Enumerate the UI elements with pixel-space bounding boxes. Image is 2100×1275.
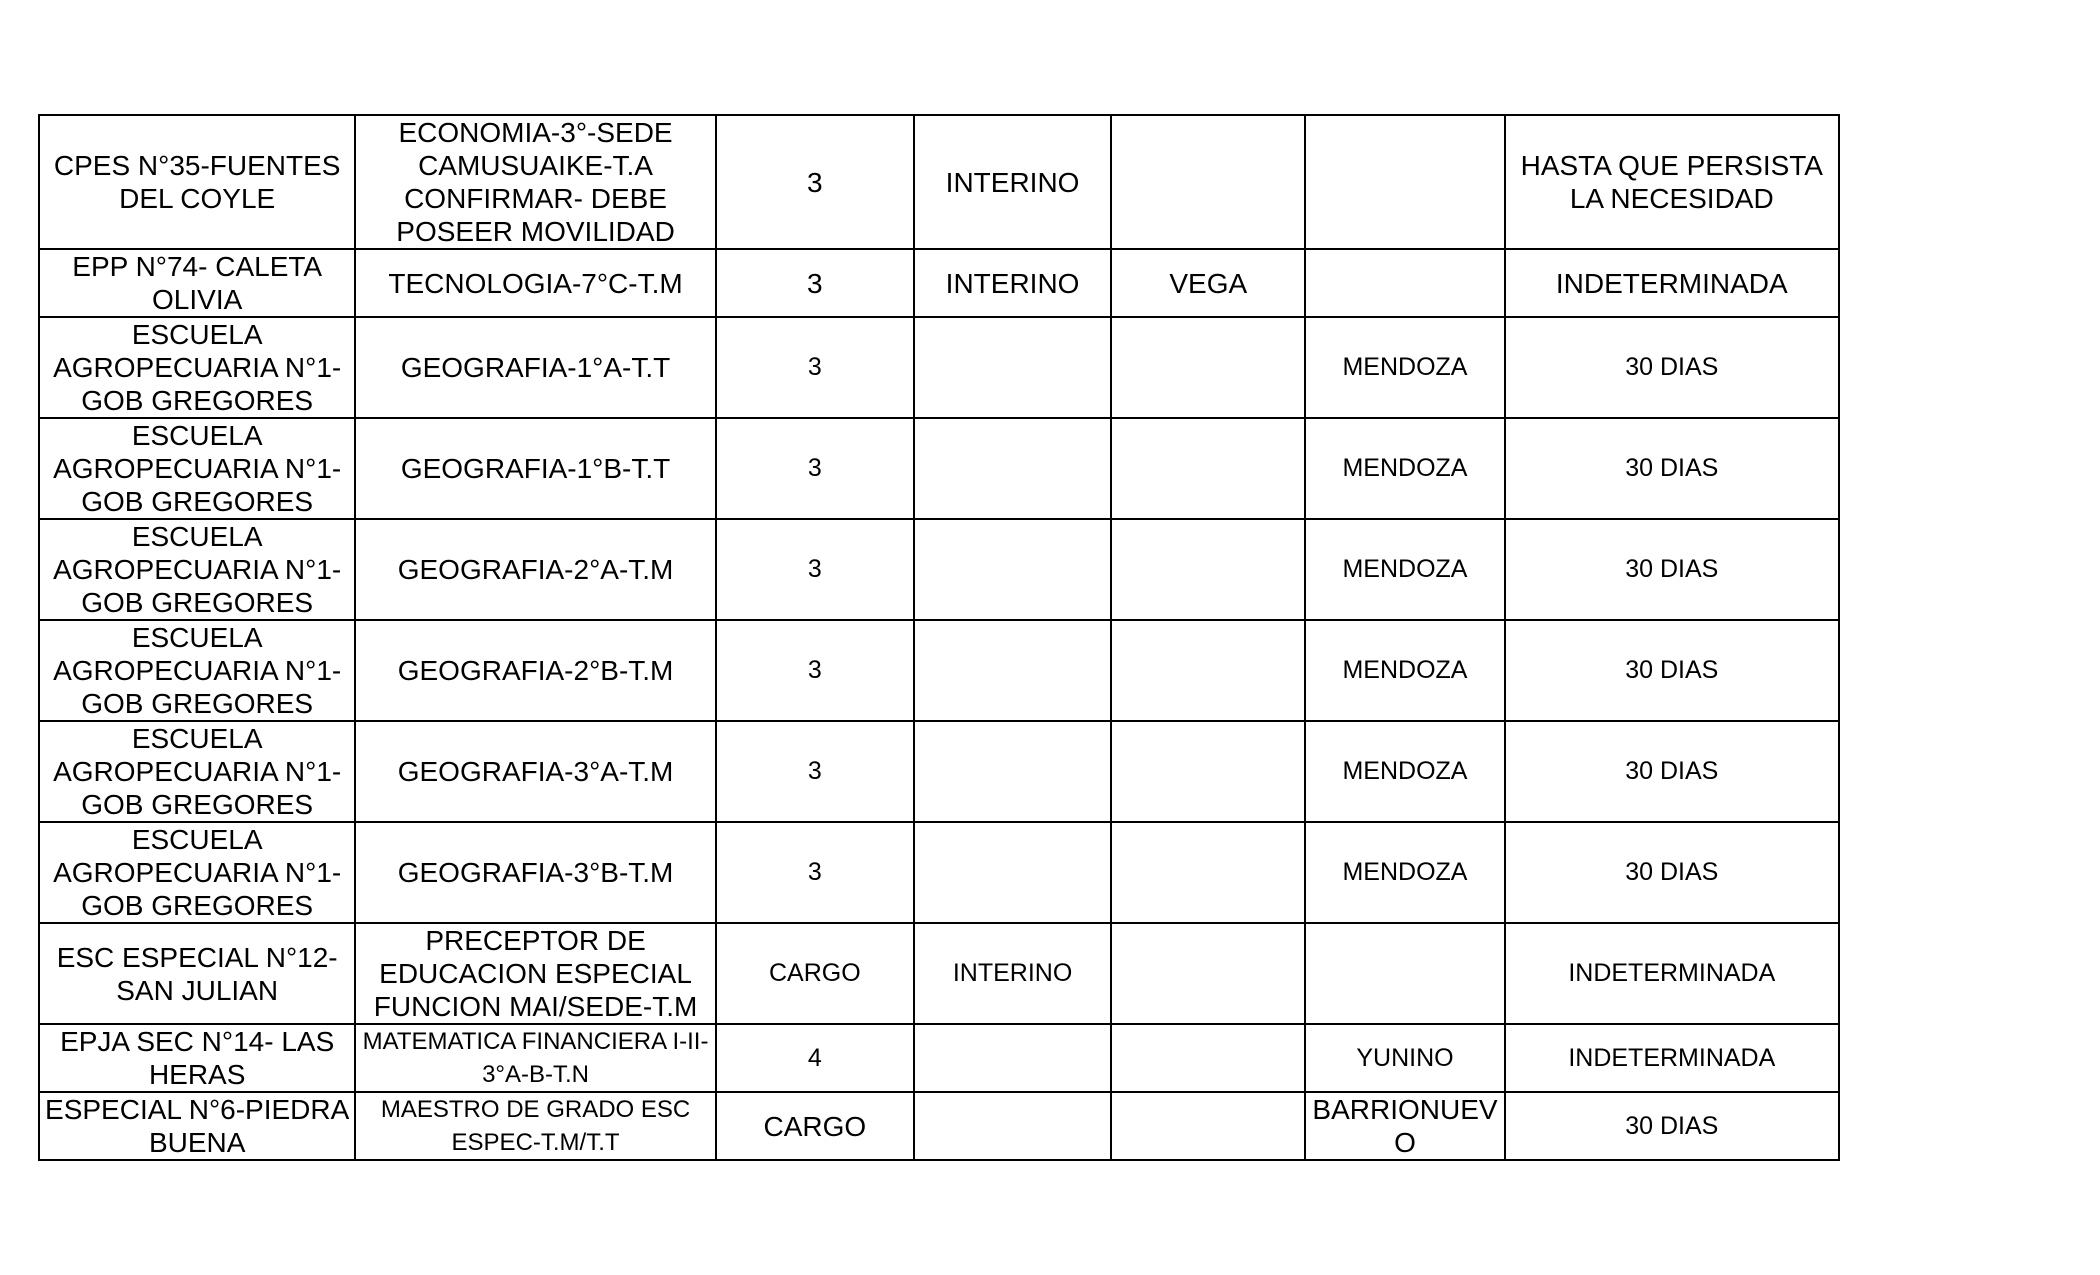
name-a-cell	[1111, 721, 1305, 822]
vacancy-table	[38, 114, 1840, 1161]
hours-cell: 3	[716, 822, 914, 923]
name-b-cell: BARRIONUEVO	[1305, 1092, 1504, 1160]
table-row	[39, 115, 1839, 249]
school-cell: ESCUELA AGROPECUARIA N°1- GOB GREGORES	[39, 620, 355, 721]
name-a-cell	[1111, 822, 1305, 923]
name-b-cell: MENDOZA	[1305, 418, 1504, 519]
table-row	[39, 822, 1839, 923]
name-b-cell: MENDOZA	[1305, 620, 1504, 721]
hours-cell: 3	[716, 115, 914, 249]
table-row	[39, 317, 1839, 418]
subject-cell: GEOGRAFIA-3°B-T.M	[355, 822, 715, 923]
status-cell: INTERINO	[914, 249, 1111, 317]
status-cell: INTERINO	[914, 115, 1111, 249]
hours-cell: 3	[716, 317, 914, 418]
name-a-cell	[1111, 1024, 1305, 1092]
school-cell: ESC ESPECIAL N°12- SAN JULIAN	[39, 923, 355, 1024]
school-cell: ESCUELA AGROPECUARIA N°1- GOB GREGORES	[39, 721, 355, 822]
school-cell: ESCUELA AGROPECUARIA N°1- GOB GREGORES	[39, 519, 355, 620]
table-row	[39, 1024, 1839, 1092]
name-a-cell	[1111, 317, 1305, 418]
name-b-cell: MENDOZA	[1305, 519, 1504, 620]
duration-cell: 30 DIAS	[1505, 519, 1839, 620]
table-row	[39, 418, 1839, 519]
subject-cell: PRECEPTOR DE EDUCACION ESPECIAL FUNCION MAI/SEDE-T.M	[355, 923, 715, 1024]
subject-cell: ECONOMIA-3°-SEDE CAMUSUAIKE-T.A CONFIRMAR- DEBE POSEER MOVILIDAD	[355, 115, 715, 249]
status-cell	[914, 1092, 1111, 1160]
subject-cell: TECNOLOGIA-7°C-T.M	[355, 249, 715, 317]
status-cell	[914, 620, 1111, 721]
table-row	[39, 620, 1839, 721]
name-a-cell	[1111, 115, 1305, 249]
status-cell	[914, 822, 1111, 923]
school-cell: CPES N°35-FUENTES DEL COYLE	[39, 115, 355, 249]
table-row	[39, 519, 1839, 620]
name-b-cell	[1305, 923, 1504, 1024]
status-cell	[914, 519, 1111, 620]
duration-cell: 30 DIAS	[1505, 822, 1839, 923]
duration-cell: INDETERMINADA	[1505, 249, 1839, 317]
status-cell	[914, 1024, 1111, 1092]
name-b-cell	[1305, 249, 1504, 317]
hours-cell: CARGO	[716, 1092, 914, 1160]
name-a-cell	[1111, 620, 1305, 721]
duration-cell: 30 DIAS	[1505, 1092, 1839, 1160]
status-cell	[914, 418, 1111, 519]
duration-cell: 30 DIAS	[1505, 721, 1839, 822]
school-cell: ESCUELA AGROPECUARIA N°1- GOB GREGORES	[39, 822, 355, 923]
name-b-cell: MENDOZA	[1305, 721, 1504, 822]
subject-cell: GEOGRAFIA-2°A-T.M	[355, 519, 715, 620]
duration-cell: 30 DIAS	[1505, 317, 1839, 418]
duration-cell: 30 DIAS	[1505, 418, 1839, 519]
subject-cell: MAESTRO DE GRADO ESC ESPEC-T.M/T.T	[355, 1092, 715, 1160]
name-a-cell	[1111, 418, 1305, 519]
school-cell: EPJA SEC N°14- LAS HERAS	[39, 1024, 355, 1092]
status-cell: INTERINO	[914, 923, 1111, 1024]
table-row	[39, 249, 1839, 317]
hours-cell: 3	[716, 519, 914, 620]
school-cell: ESCUELA AGROPECUARIA N°1- GOB GREGORES	[39, 418, 355, 519]
duration-cell: 30 DIAS	[1505, 620, 1839, 721]
school-cell: ESPECIAL N°6-PIEDRA BUENA	[39, 1092, 355, 1160]
hours-cell: 4	[716, 1024, 914, 1092]
duration-cell: INDETERMINADA	[1505, 923, 1839, 1024]
table-row	[39, 923, 1839, 1024]
name-a-cell: VEGA	[1111, 249, 1305, 317]
name-b-cell: YUNINO	[1305, 1024, 1504, 1092]
subject-cell: GEOGRAFIA-3°A-T.M	[355, 721, 715, 822]
subject-cell: GEOGRAFIA-1°A-T.T	[355, 317, 715, 418]
hours-cell: CARGO	[716, 923, 914, 1024]
subject-cell: GEOGRAFIA-1°B-T.T	[355, 418, 715, 519]
name-b-cell: MENDOZA	[1305, 822, 1504, 923]
duration-cell: HASTA QUE PERSISTA LA NECESIDAD	[1505, 115, 1839, 249]
name-b-cell	[1305, 115, 1504, 249]
name-a-cell	[1111, 519, 1305, 620]
status-cell	[914, 721, 1111, 822]
name-b-cell: MENDOZA	[1305, 317, 1504, 418]
name-a-cell	[1111, 1092, 1305, 1160]
subject-cell: GEOGRAFIA-2°B-T.M	[355, 620, 715, 721]
school-cell: ESCUELA AGROPECUARIA N°1- GOB GREGORES	[39, 317, 355, 418]
table-row	[39, 721, 1839, 822]
subject-cell: MATEMATICA FINANCIERA I-II-3°A-B-T.N	[355, 1024, 715, 1092]
name-a-cell	[1111, 923, 1305, 1024]
hours-cell: 3	[716, 249, 914, 317]
hours-cell: 3	[716, 418, 914, 519]
school-cell: EPP N°74- CALETA OLIVIA	[39, 249, 355, 317]
duration-cell: INDETERMINADA	[1505, 1024, 1839, 1092]
hours-cell: 3	[716, 721, 914, 822]
table-row	[39, 1092, 1839, 1160]
hours-cell: 3	[716, 620, 914, 721]
status-cell	[914, 317, 1111, 418]
